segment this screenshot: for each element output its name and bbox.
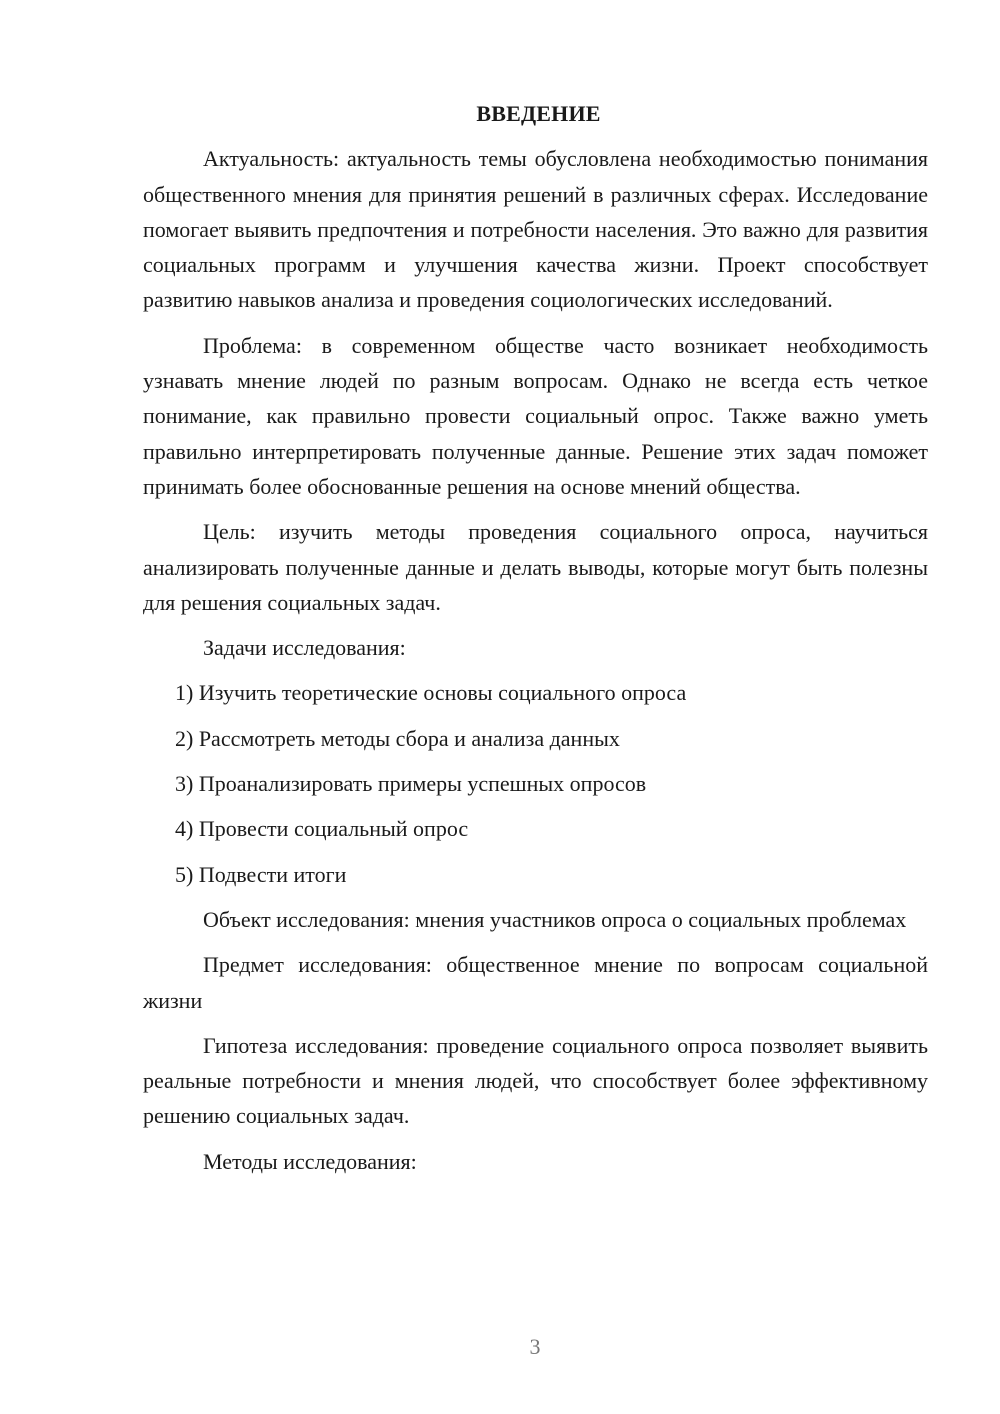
methods-heading: Методы исследования: <box>203 1148 417 1174</box>
paragraph-object: Объект исследования: мнения участников опроса о социальных проблемах <box>203 906 907 932</box>
paragraph-hypothesis: Гипотеза исследования: проведение социального опроса позволяет выявить реальные потребности и мнения людей, что способствует более эффективному решению социальных задач. <box>143 1032 928 1129</box>
paragraph-relevance: Актуальность: актуальность темы обусловлена необходимостью понимания общественного мнения для принятия решений в различных сферах. Исследование помогает выявить предпочтения и потребности населения. Это важно для развития социальных программ и улучшения качества жизни. Проект способствует развитию навыков анализа и проведения социологических исследований. <box>143 146 928 313</box>
page-content <box>143 96 928 1189</box>
tasks-list <box>143 675 928 891</box>
paragraph-goal: Цель: изучить методы проведения социального опроса, научиться анализировать полученные данные и делать выводы, которые могут быть полезны для решения социальных задач. <box>143 519 928 615</box>
page-number: 3 <box>529 1334 541 1359</box>
paragraph-problem: Проблема: в современном обществе часто возникает необходимость узнавать мнение людей по разным вопросам. Однако не всегда есть четкое понимание, как правильно провести социальный опрос. Также важно уметь правильно интерпретировать полученные данные. Решение этих задач поможет принимать более обоснованные решения на основе мнений общества. <box>143 332 928 499</box>
list-item: 1) Изучить теоретические основы социального опроса <box>175 680 687 706</box>
list-item: 3) Проанализировать примеры успешных опросов <box>175 771 647 797</box>
list-item: 4) Провести социальный опрос <box>175 816 469 842</box>
list-item: 5) Подвести итоги <box>175 861 347 887</box>
section-title: ВВЕДЕНИЕ <box>476 101 601 126</box>
list-item: 2) Рассмотреть методы сбора и анализа данных <box>175 725 620 751</box>
tasks-heading: Задачи исследования: <box>203 635 406 661</box>
paragraph-subject: Предмет исследования: общественное мнение по вопросам социальной жизни <box>143 952 928 1013</box>
